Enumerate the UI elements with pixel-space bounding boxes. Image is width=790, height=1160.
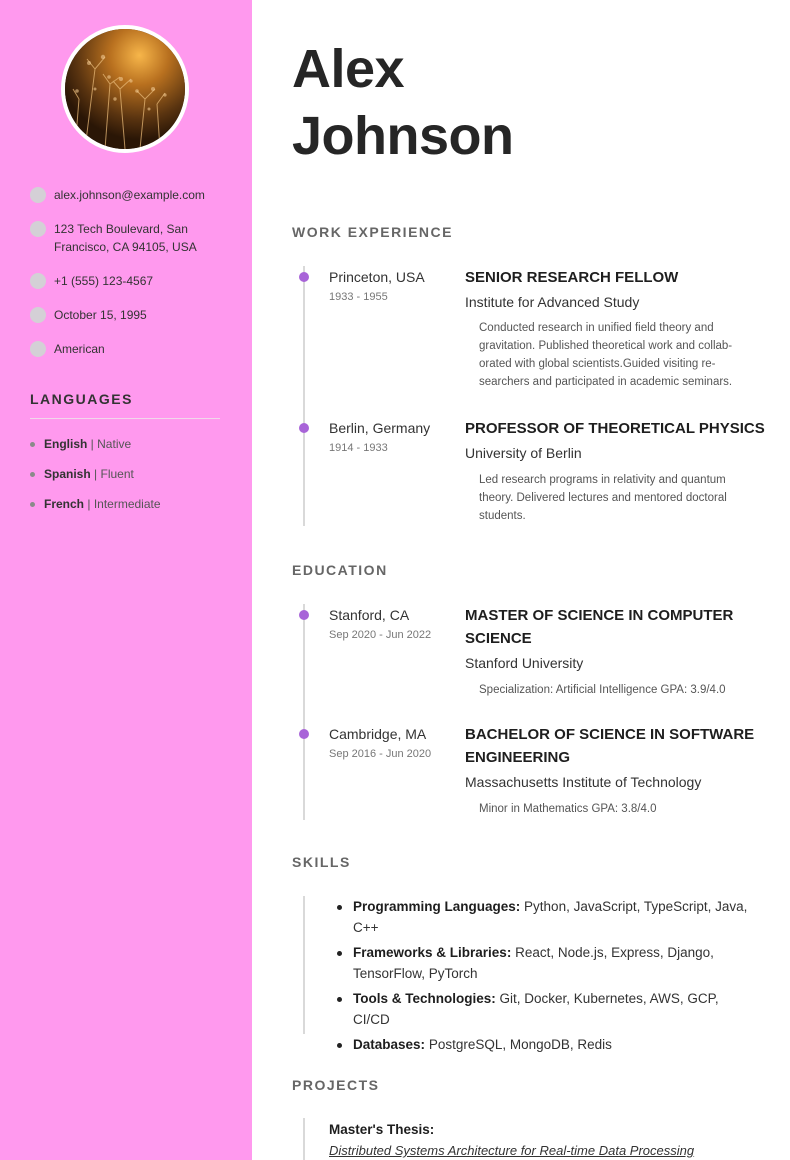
education-location: Stanford, CA: [329, 607, 410, 623]
contact-phone-text: +1 (555) 123-4567: [54, 274, 154, 288]
contact-birthday-text: October 15, 1995: [54, 308, 147, 322]
education-location: Cambridge, MA: [329, 726, 427, 742]
language-item: [30, 437, 131, 451]
contact-nationality: [30, 340, 219, 358]
language-level: Intermediate: [93, 497, 161, 511]
work-title: PROFESSOR OF THEORETICAL PHYSICS: [465, 420, 765, 437]
work-timeline: [303, 266, 305, 526]
last-name: Johnson: [292, 106, 514, 166]
bullet-icon: [30, 472, 35, 477]
timeline-dot: [299, 610, 309, 620]
skill-item: [335, 897, 755, 938]
education-dates: Sep 2016 - Jun 2020: [329, 748, 432, 760]
work-experience-heading: WORK EXPERIENCE: [292, 224, 453, 240]
skill-value: PostgreSQL, MongoDB, Redis: [428, 1037, 612, 1052]
work-location: Princeton, USA: [329, 269, 425, 285]
bullet-icon: [30, 502, 35, 507]
bullet-icon: [30, 442, 35, 447]
languages-divider: [30, 418, 220, 419]
education-degree: [465, 723, 765, 769]
contact-email-text: alex.johnson@example.com: [54, 188, 205, 202]
language-item: [30, 467, 134, 481]
projects-heading: PROJECTS: [292, 1077, 380, 1093]
contact-nationality-text: American: [54, 342, 105, 356]
project-label: Master's Thesis:: [329, 1122, 435, 1137]
timeline-dot: [299, 272, 309, 282]
work-dates: 1914 - 1933: [329, 442, 388, 454]
degree-line: SCIENCE: [465, 630, 532, 647]
work-organization: University of Berlin: [465, 445, 582, 461]
work-description: [479, 471, 754, 525]
skill-label: Databases:: [353, 1037, 426, 1052]
phone-icon: [30, 273, 46, 289]
timeline-dot: [299, 423, 309, 433]
description-line: students.: [479, 510, 526, 522]
skill-label: Tools & Technologies:: [353, 991, 496, 1006]
education-details: Minor in Mathematics GPA: 3.8/4.0: [479, 803, 657, 815]
first-name: Alex: [292, 39, 405, 99]
degree-line: MASTER OF SCIENCE IN COMPUTER: [465, 607, 734, 624]
description-line: orated with global scientists.Guided visiting re-: [479, 358, 716, 370]
skills-heading: SKILLS: [292, 854, 351, 870]
description-line: Led research programs in relativity and quantum: [479, 474, 726, 486]
language-item: [30, 497, 161, 511]
skill-value: Python, JavaScript, TypeScript, Java, C++: [353, 899, 748, 935]
language-level: Fluent: [100, 467, 134, 481]
language-separator: |: [84, 497, 94, 511]
education-school: Massachusetts Institute of Technology: [465, 774, 702, 790]
education-degree: [465, 604, 765, 650]
contact-email[interactable]: [30, 186, 219, 204]
skill-item: [335, 1035, 755, 1056]
language-name: French: [44, 497, 85, 511]
work-location: Berlin, Germany: [329, 420, 431, 436]
description-line: searchers and participated in academic seminars.: [479, 376, 733, 388]
education-details: Specialization: Artificial Intelligence GPA: 3.9/4.0: [479, 684, 726, 696]
location-icon: [30, 221, 46, 237]
projects-timeline: [303, 1118, 305, 1160]
work-organization: Institute for Advanced Study: [465, 294, 640, 310]
sidebar: [0, 0, 252, 1160]
skill-item: [335, 989, 755, 1030]
education-school: Stanford University: [465, 655, 584, 671]
work-dates: 1933 - 1955: [329, 291, 388, 303]
skill-label: Frameworks & Libraries:: [353, 945, 512, 960]
avatar-photo: [65, 29, 185, 149]
degree-line: BACHELOR OF SCIENCE IN SOFTWARE: [465, 726, 755, 743]
contact-address-text: 123 Tech Boulevard, San Francisco, CA 94105, USA: [54, 222, 197, 254]
email-icon: [30, 187, 46, 203]
skill-value: React, Node.js, Express, Django, TensorFlow, PyTorch: [353, 945, 714, 981]
birthday-icon: [30, 307, 46, 323]
education-dates: Sep 2020 - Jun 2022: [329, 629, 432, 641]
work-description: [479, 319, 754, 391]
skills-timeline: [303, 896, 305, 1034]
language-name: Spanish: [44, 467, 91, 481]
skill-value: Git, Docker, Kubernetes, AWS, GCP, CI/CD: [353, 991, 719, 1027]
avatar: [61, 25, 189, 153]
education-timeline: [303, 604, 305, 820]
project-title-link[interactable]: Distributed Systems Architecture for Real-time Data Processing: [329, 1143, 695, 1158]
description-line: Conducted research in unified field theory and: [479, 322, 714, 334]
language-name: English: [44, 437, 88, 451]
language-separator: |: [87, 437, 98, 451]
contact-address: [30, 220, 219, 256]
work-title: SENIOR RESEARCH FELLOW: [465, 269, 679, 286]
languages-heading: LANGUAGES: [30, 391, 133, 407]
degree-line: ENGINEERING: [465, 749, 571, 766]
description-line: gravitation. Published theoretical work and collab-: [479, 340, 733, 352]
contact-birthday: [30, 306, 219, 324]
description-line: theory. Delivered lectures and mentored doctoral: [479, 492, 727, 504]
skills-list: [335, 897, 755, 1061]
skill-item: [335, 943, 755, 984]
language-level: Native: [97, 437, 132, 451]
language-separator: |: [90, 467, 101, 481]
education-heading: EDUCATION: [292, 562, 388, 578]
timeline-dot: [299, 729, 309, 739]
nationality-icon: [30, 341, 46, 357]
skill-label: Programming Languages:: [353, 899, 521, 914]
contact-phone[interactable]: [30, 272, 219, 290]
